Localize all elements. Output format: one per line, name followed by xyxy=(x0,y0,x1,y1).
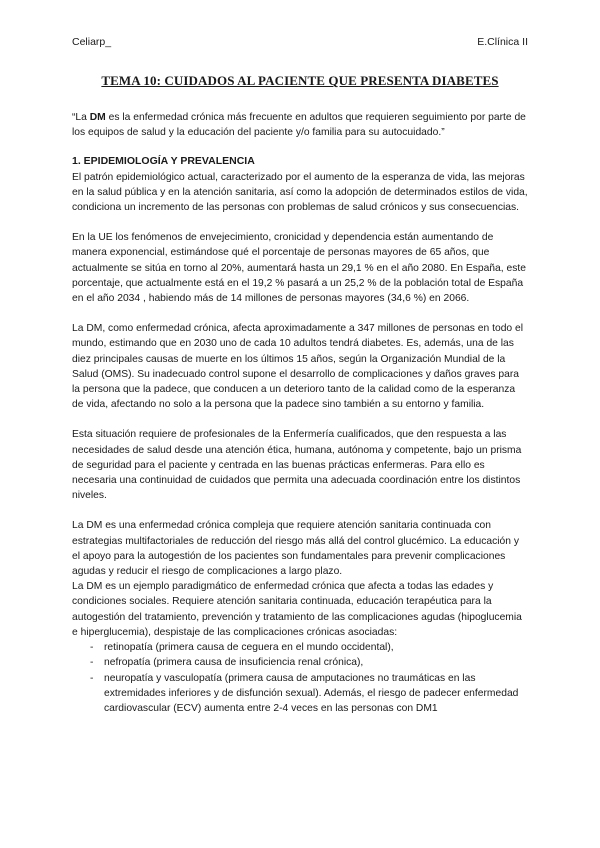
complications-list xyxy=(72,640,528,716)
document-body xyxy=(72,110,528,716)
intro-quote xyxy=(72,110,528,140)
list-item: - nefropatía (primera causa de insuficiencia renal crónica), xyxy=(104,655,528,670)
section-heading: 1. EPIDEMIOLOGÍA Y PREVALENCIA xyxy=(72,155,255,168)
paragraph-4: Esta situación requiere de profesionales de la Enfermería cualificados, que den respuesta a las necesidades de salud desde una atención ética, humana, autónoma y competente, bajo un prisma de seguridad para el paciente y centrada en las buenas prácticas enfermeras. Para ello es necesaria una continuidad de cuidados que permita una adecuada coordinación entre los distintos niveles. xyxy=(72,429,522,502)
paragraph-2: En la UE los fenómenos de envejecimiento, cronicidad y dependencia están aumentando de manera exponencial, estimándose qué el porcentaje de personas mayores de 65 años, que actualmente se sitúa en torno al 20%, aumentará hasta un 29,1 % en el año 2080. En España, este porcentaje, que actualmente está en el 19,2 % pasará a un 25,2 % de la población total de España en el año 2034 , habiendo más de 14 millones de personas mayores (34,6 %) en 2066. xyxy=(72,232,526,305)
header-subject: E.Clínica II xyxy=(477,36,528,48)
header-author: Celiarp_ xyxy=(72,36,112,48)
document-title: TEMA 10: CUIDADOS AL PACIENTE QUE PRESENTA DIABETES xyxy=(101,73,499,88)
paragraph-3: La DM, como enfermedad crónica, afecta aproximadamente a 347 millones de personas en todo el mundo, estimando que en 2030 uno de cada 10 adultos tendrá diabetes. Es, además, una de las diez principales causas de muerte en los últimos 15 años, según la Organización Mundial de la Salud (OMS). Su inadecuado control supone el desarrollo de complicaciones y daños graves para la persona que la padece, que conducen a un deterioro tanto de la calidad como de la esperanza de vida, afectando no solo a la persona que la padece sino también a su entorno y familia. xyxy=(72,323,524,411)
list-item: - retinopatía (primera causa de ceguera en el mundo occidental), xyxy=(104,640,528,655)
paragraph-6: La DM es un ejemplo paradigmático de enfermedad crónica que afecta a todas las edades y condiciones sociales. Requiere atención sanitaria continuada, educación terapéutica para la autogestión del tratamiento, prevención y tratamiento de las complicaciones agudas (hipoglucemia e hiperglucemia), despistaje de las complicaciones crónicas asociadas: xyxy=(72,581,522,638)
list-item: - neuropatía y vasculopatía (primera causa de amputaciones no traumáticas en las extremidades inferiores y de disfunción sexual). Además, el riesgo de padecer enfermedad cardiovascular (ECV) aumenta entre 2-4 veces en las personas con DM1 xyxy=(104,671,528,717)
quote-prefix: “La xyxy=(72,112,90,123)
paragraph-1: El patrón epidemiológico actual, caracterizado por el aumento de la esperanza de vida, las mejoras en la salud pública y en la atención sanitaria, así como la adopción de determinados estilos de vida, condiciona un incremento de las personas con problemas de salud crónicos y sus consecuencias. xyxy=(72,171,528,214)
quote-bold-dm: DM xyxy=(89,112,106,123)
quote-rest: es la enfermedad crónica más frecuente en adultos que requieren seguimiento por parte de los equipos de salud y la educación del paciente y/o familia para su autocuidado.” xyxy=(72,112,526,139)
page-header xyxy=(72,36,528,48)
paragraph-5: La DM es una enfermedad crónica compleja que requiere atención sanitaria continuada con estrategias multifactoriales de reducción del riesgo más allá del control glucémico. La educación y el apoyo para la autogestión de los pacientes son fundamentales para prevenir complicaciones agudas y reducir el riesgo de complicaciones a largo plazo. xyxy=(72,520,520,578)
